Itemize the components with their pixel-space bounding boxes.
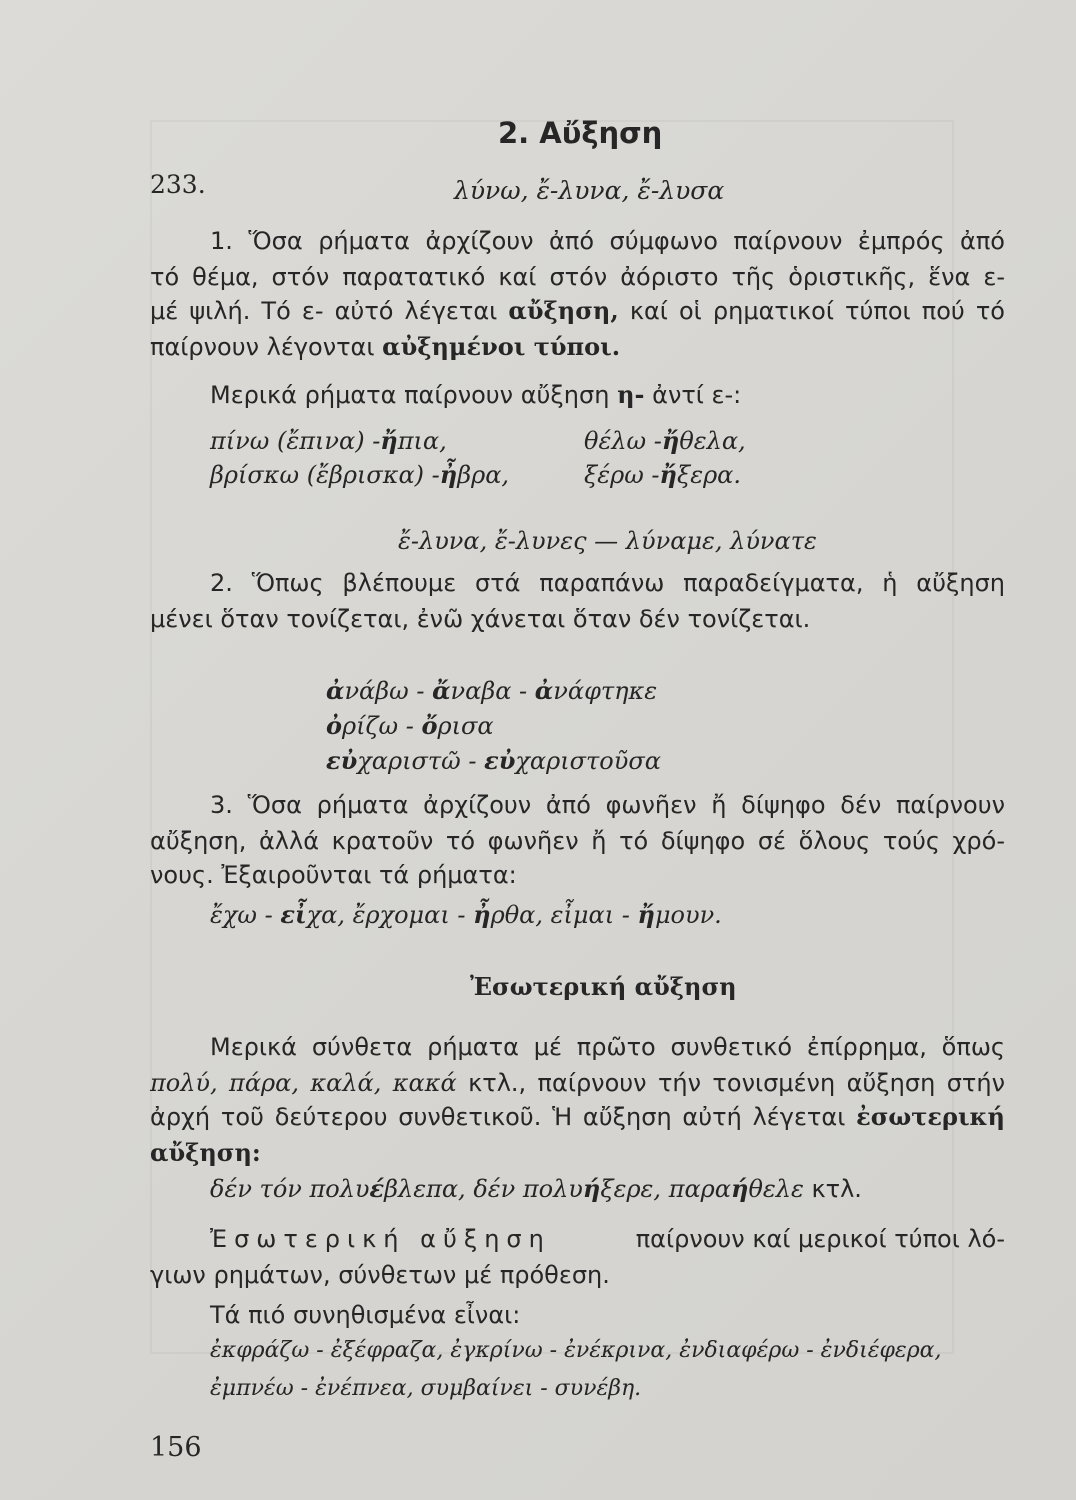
eta-ex-stem: θελα, (679, 427, 746, 455)
int-ex-augment: ή (730, 1174, 749, 1203)
eta-ex-augment: ἤ (659, 460, 677, 489)
int-ex-text: θελε (748, 1175, 804, 1203)
exc-text: ἔχω - (210, 901, 281, 929)
section-title: 2. Αὔξηση (498, 116, 663, 150)
rule-1-text-cont: καί οἱ ρηματικοί τύποι πού τό (629, 297, 1005, 325)
rule-2-line-2: μένει ὅταν τονίζεται, ἐνῶ χάνεται ὅταν δέν τονίζεται. (150, 605, 811, 633)
eta-example-2-right (584, 460, 741, 489)
exc-text: μουν. (654, 901, 722, 929)
exc-augment: εἶ (280, 900, 307, 929)
vowel-example-2 (326, 711, 494, 740)
rule-1-line-2: τό θέμα, στόν παρατατικό καί στόν ἀόριστο τῆς ὁριστικῆς, ἕνα ε- (150, 263, 1005, 291)
exc-text: ρθα, εἶμαι - (490, 901, 638, 929)
term-augmented-forms: αὐξημένοι τύποι. (382, 332, 621, 361)
eta-ex-augment: ἦ (439, 460, 458, 489)
exc-text: χα, ἔρχομαι - (306, 901, 474, 929)
rule-1-text-end: παίρνουν λέγονται (150, 333, 375, 361)
eta-ex-stem: ξερα. (676, 461, 742, 489)
eta-ex-augment: ἤ (380, 426, 398, 455)
rule-3-line-3: νους. Ἐξαιροῦνται τά ρήματα: (150, 861, 517, 889)
eta-ex-text: ξέρω - (584, 461, 660, 489)
rule-3-line-1: 3. Ὅσα ρήματα ἀρχίζουν ἀπό φωνῆεν ἤ δίψηφο δέν παίρνουν (210, 791, 1005, 819)
int-ex-etc: κτλ. (811, 1175, 862, 1203)
rule-1-text: μέ ψιλή. Τό ε- αὐτό λέγεται (150, 297, 498, 325)
vowel-ex-text: χαριστοῦσα (515, 747, 661, 775)
page-number: 156 (150, 1432, 202, 1463)
internal-examples (210, 1174, 862, 1203)
learned-text: παίρνουν καί μερικοί τύποι λό- (635, 1225, 1005, 1253)
common-intro: Τά πιό συνηθισμένα εἶναι: (210, 1301, 521, 1329)
eta-intro-rest: ἀντί ε-: (652, 381, 742, 409)
internal-line-3 (150, 1100, 1005, 1134)
eta-augment-intro (210, 378, 741, 412)
exc-augment: ἦ (473, 900, 491, 929)
common-examples-1: ἐκφράζω - ἐξέφραζα, ἐγκρίνω - ἐνέκρινα, ἐνδιαφέρω - ἐνδιέφερα, (210, 1338, 942, 1363)
int-ex-text: δέν τόν πολυ (210, 1175, 370, 1203)
eta-ex-stem: βρα, (457, 461, 510, 489)
internal-text: ἀρχή τοῦ δεύτερου συνθετικοῦ. Ἡ αὔξηση αὐτή λέγεται (150, 1103, 846, 1131)
learned-line-1 (210, 1222, 1005, 1256)
int-ex-text: βλεπα, δέν πολυ (384, 1175, 583, 1203)
vowel-ex-text: νάφτηκε (553, 677, 658, 705)
eta-ex-text: θέλω - (584, 427, 662, 455)
vowel-ex-augment: εὐ (484, 746, 516, 775)
term-internal: ἐσωτερική (856, 1102, 1005, 1131)
example-lyno: λύνω, ἔ-λυνα, ἔ-λυσα (454, 176, 725, 205)
eta-example-1-right (584, 426, 746, 455)
internal-line-2 (150, 1066, 1005, 1100)
vowel-ex-augment: ἄ (432, 676, 451, 705)
int-ex-augment: έ (369, 1174, 385, 1203)
vowel-example-1 (326, 676, 657, 705)
vowel-ex-augment: ὀ (326, 711, 343, 740)
rule-1-line-3 (150, 294, 1005, 328)
example-lyna: ἔ-λυνα, ἔ-λυνες — λύναμε, λύνατε (398, 527, 817, 555)
internal-augment-heading: Ἐσωτερική αὔξηση (470, 972, 737, 1001)
eta-example-1-left (210, 426, 447, 455)
term-augment-colon: αὔξηση: (150, 1138, 261, 1167)
rule-1-line-1: 1. Ὅσα ρήματα ἀρχίζουν ἀπό σύμφωνο παίρνουν ἐμπρός ἀπό (210, 227, 1005, 255)
int-ex-augment: ή (582, 1174, 601, 1203)
internal-line-1: Μερικά σύνθετα ρήματα μέ πρῶτο συνθετικό ἐπίρρημα, ὅπως (210, 1033, 1005, 1061)
int-ex-text: ξερε, παρα (600, 1175, 731, 1203)
vowel-ex-text: νάβω - (344, 677, 433, 705)
vowel-example-3 (326, 746, 661, 775)
vowel-ex-text: ρισα (437, 712, 494, 740)
eta-ex-text: πίνω (ἔπινα) - (210, 427, 381, 455)
vowel-ex-augment: ἀ (326, 676, 345, 705)
eta-example-2-left (210, 460, 509, 489)
exc-augment: ἤ (637, 900, 655, 929)
rule-1-line-4 (150, 330, 620, 364)
eta-ex-augment: ἤ (661, 426, 680, 455)
rule-3-line-2: αὔξηση, ἀλλά κρατοῦν τό φωνῆεν ἤ τό δίψηφο σέ ὅλους τούς χρό- (150, 827, 1005, 855)
vowel-ex-text: ρίζω - (342, 712, 422, 740)
vowel-ex-augment: εὐ (326, 746, 358, 775)
internal-text: κτλ., παίρνουν τήν τονισμένη αὔξηση στήν (468, 1069, 1005, 1097)
eta-intro-text: Μερικά ρήματα παίρνουν αὔξηση (210, 381, 610, 409)
vowel-ex-augment: ἀ (534, 676, 554, 705)
term-augment: αὔξηση, (508, 296, 619, 325)
eta-ex-text: βρίσκω (ἔβρισκα) - (210, 461, 440, 489)
learned-line-2: γιων ρημάτων, σύνθετων μέ πρόθεση. (150, 1261, 610, 1289)
exception-examples (210, 900, 722, 929)
common-examples-2: ἐμπνέω - ἐνέπνεα, συμβαίνει - συνέβη. (210, 1376, 642, 1401)
vowel-ex-text: ναβα - (450, 677, 535, 705)
rule-2-line-1: 2. Ὅπως βλέπουμε στά παραπάνω παραδείγματα, ἡ αὔξηση (210, 569, 1005, 597)
adverb-list: πολύ, πάρα, καλά, κακά (150, 1069, 457, 1097)
spaced-term: Ἐσωτερική αὔξηση (210, 1225, 551, 1253)
eta-prefix: η- (617, 380, 645, 409)
vowel-ex-text: χαριστῶ - (357, 747, 485, 775)
paragraph-number: 233. (150, 170, 206, 199)
eta-ex-stem: πια, (397, 427, 447, 455)
vowel-ex-augment: ὄ (421, 711, 438, 740)
